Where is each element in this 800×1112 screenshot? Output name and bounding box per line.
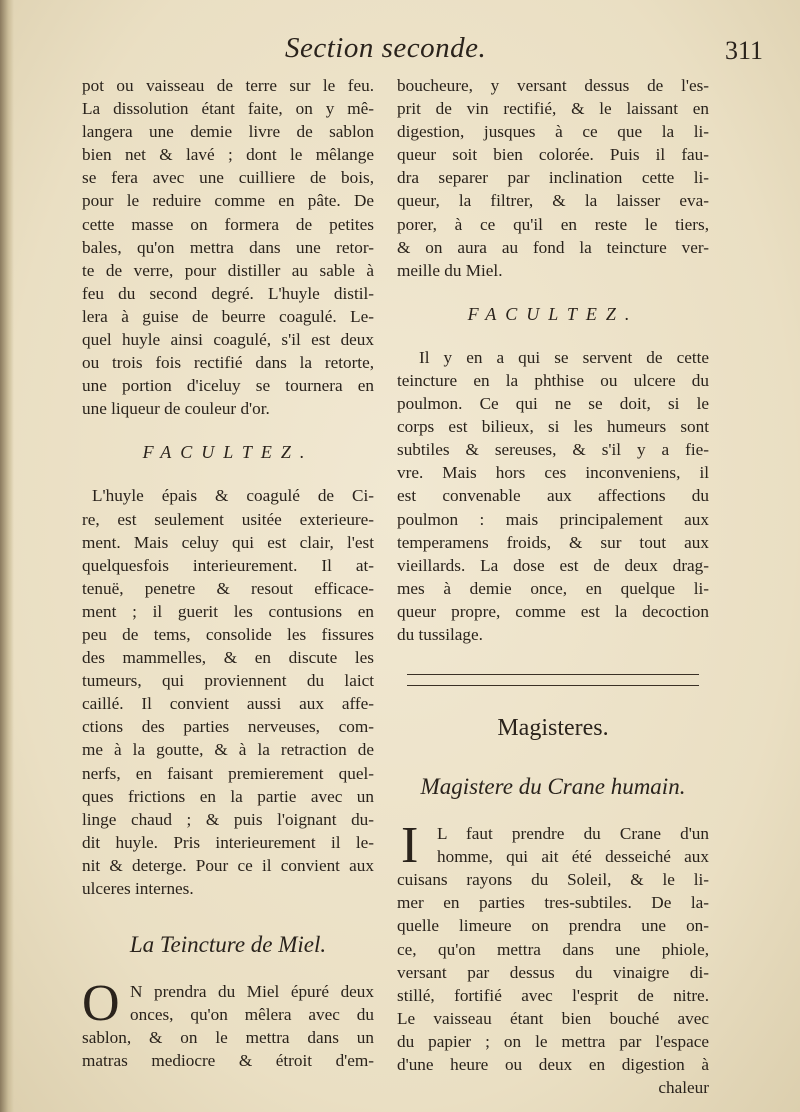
- text-line: poulmon. Ce qui ne se doit, si le: [397, 394, 709, 414]
- text-line: quelquesfois interieurement. Il at-: [82, 555, 374, 575]
- text-line: pour le reduire comme en pâte. De: [82, 191, 374, 211]
- facultez-heading: FACULTEZ.: [142, 442, 314, 463]
- left-column: [82, 74, 374, 1072]
- text-line: se fera avec une cuilliere de bois,: [82, 168, 374, 188]
- text-line: nit & deterge. Pour ce il convient aux: [82, 855, 374, 875]
- text-line: stillé, fortifié avec l'esprit de nitre.: [397, 985, 709, 1005]
- text-line: te de verre, pour distiller au sable à: [82, 260, 374, 280]
- text-line: queur, la filtrer, & la laisser eva-: [397, 191, 709, 211]
- page-header: [0, 28, 800, 68]
- section-title-skull-magistery: Magistere du Crane humain.: [420, 774, 686, 800]
- text-line: L'huyle épais & coagulé de Ci-: [92, 486, 374, 506]
- text-line: une liqueur de couleur d'or.: [82, 399, 270, 419]
- paragraph-facultez-wax-oil: [82, 484, 374, 900]
- drop-cap: I: [401, 817, 419, 875]
- text-line: ques frictions en la partie avec un: [82, 786, 374, 806]
- text-line: me à la goutte, & à la retraction de: [82, 740, 374, 760]
- text-line: & on aura au fond la teincture ver-: [397, 237, 709, 257]
- text-line: La dissolution étant faite, on y mê-: [82, 99, 374, 119]
- paragraph-honey-continued: [397, 74, 709, 282]
- text-line: du papier ; on le mettra par l'espace: [397, 1031, 709, 1051]
- text-line: tenuë, penetre & resout efficace-: [82, 578, 374, 598]
- paragraph-skull-magistery: [397, 817, 709, 1076]
- text-line: homme, qui ait été desseiché aux: [437, 847, 709, 867]
- section-divider: [407, 674, 699, 686]
- section-title-honey-tincture: La Teincture de Miel.: [129, 932, 327, 958]
- text-line: N prendra du Miel épuré deux: [130, 982, 374, 1002]
- text-line: digestion, jusques à ce que la li-: [397, 122, 709, 142]
- text-line: porer, à ce qu'il en reste le tiers,: [397, 214, 709, 234]
- text-line: Il y en a qui se servent de cette: [419, 347, 709, 367]
- text-line: lera à guise de beurre coagulé. Le-: [82, 306, 374, 326]
- paragraph-facultez-honey: [397, 346, 709, 646]
- right-column: [397, 74, 709, 1099]
- text-line: du tussilage.: [397, 624, 483, 644]
- text-line: matras mediocre & étroit d'em-: [82, 1051, 374, 1071]
- text-line: d'une heure ou deux en digestion à: [397, 1055, 709, 1074]
- text-line: est convenable aux affections du: [397, 486, 709, 506]
- text-line: poulmon : mais principalement aux: [397, 509, 709, 529]
- text-line: versant par dessus du vinaigre di-: [397, 962, 709, 982]
- text-line: des mammelles, & en discute les: [82, 648, 374, 668]
- text-line: ment ; il guerit les contusions en: [82, 601, 374, 621]
- text-line: subtiles & sereuses, & s'il y a fie-: [397, 440, 709, 460]
- text-line: nerfs, en faisant premierement quel-: [82, 763, 374, 783]
- text-line: ment. Mais celuy qui est clair, l'est: [82, 532, 374, 552]
- text-line: cette masse on formera de petites: [82, 214, 374, 234]
- text-line: vieillards. La dose est de deux drag-: [397, 555, 709, 575]
- text-line: Le vaisseau étant bien bouché avec: [397, 1008, 709, 1028]
- text-line: queur soit bien colorée. Puis il fau-: [397, 145, 709, 165]
- text-line: quelle limeure on prendra une on-: [397, 916, 709, 936]
- text-line: temperamens froids, & sur tout aux: [397, 532, 709, 552]
- text-line: langera une demie livre de sablon: [82, 122, 374, 142]
- text-line: cuisans rayons du Soleil, & le li-: [397, 870, 709, 890]
- text-line: peu de tems, consolide les fissures: [82, 624, 374, 644]
- drop-cap: O: [82, 975, 120, 1033]
- text-line: onces, qu'on mêlera avec du: [130, 1005, 374, 1025]
- text-line: prit de vin rectifié, & le laissant en: [397, 99, 709, 119]
- facultez-heading: FACULTEZ.: [467, 303, 639, 324]
- text-line: pot ou vaisseau de terre sur le feu.: [82, 76, 374, 95]
- text-line: bien net & lavé ; dont le mêlange: [82, 145, 374, 165]
- text-line: meille du Miel.: [397, 260, 503, 280]
- text-line: corps est bilieux, si les humeurs sont: [397, 417, 709, 437]
- text-line: ou trois fois rectifié dans la retorte,: [82, 353, 374, 373]
- text-line: feu du second degré. L'huyle distil-: [82, 283, 374, 303]
- text-line: L faut prendre du Crane d'un: [437, 824, 709, 844]
- text-line: boucheure, y versant dessus de l'es-: [397, 76, 709, 95]
- paragraph-honey-tincture: [82, 975, 374, 1072]
- text-line: vre. Mais hors ces inconveniens, il: [397, 463, 709, 483]
- text-line: dit huyle. Pris interieurement il le-: [82, 832, 374, 852]
- text-line: linge chaud ; & puis l'oignant du-: [82, 809, 374, 829]
- page-binding-edge: [0, 0, 14, 1112]
- text-line: tumeurs, qui proviennent du laict: [82, 671, 374, 691]
- text-line: ulceres internes.: [82, 879, 194, 898]
- text-line: ce, qu'on mettra dans une phiole,: [397, 939, 709, 959]
- text-line: mes à demie once, en quelque li-: [397, 578, 709, 598]
- page-number: 311: [725, 36, 764, 65]
- text-line: bales, qu'on mettra dans une retor-: [82, 237, 374, 257]
- paragraph-oil-distillation: [82, 74, 374, 420]
- catchword: chaleur: [658, 1078, 709, 1098]
- text-line: une portion d'iceluy se tournera en: [82, 376, 374, 396]
- text-line: sablon, & on le mettra dans un: [82, 1028, 374, 1048]
- text-line: dra separer par inclination cette li-: [397, 168, 709, 188]
- text-line: re, est seulement usitée exterieure-: [82, 509, 374, 529]
- text-line: queur propre, comme est la decoction: [397, 601, 709, 621]
- text-line: mer en parties tres-subtiles. De la-: [397, 893, 709, 913]
- text-line: teincture en la phthise ou ulcere du: [397, 370, 709, 390]
- text-line: caillé. Il convient aussi aux affe-: [82, 694, 374, 714]
- text-line: ctions des parties nerveuses, com-: [82, 717, 374, 737]
- text-line: quel huyle ainsi coagulé, s'il est deux: [82, 330, 374, 350]
- running-head: Section seconde.: [285, 32, 487, 64]
- major-title-magisteres: Magisteres.: [497, 715, 609, 742]
